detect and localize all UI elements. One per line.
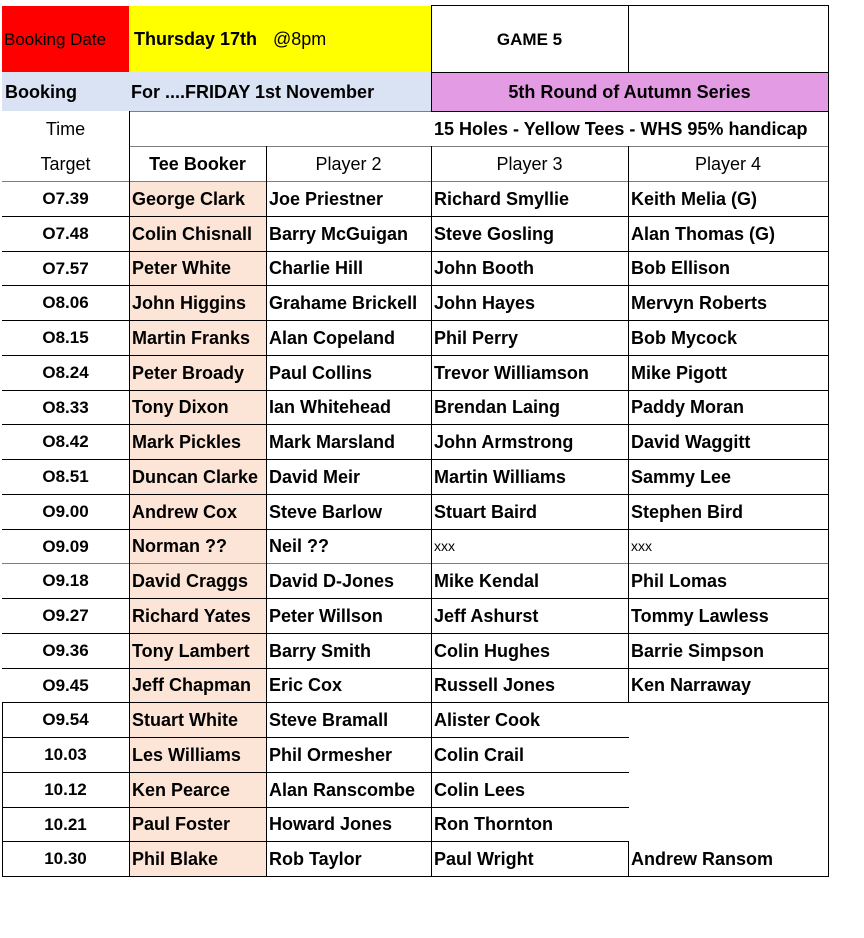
cell-tee-booker: Jeff Chapman: [129, 668, 266, 702]
grid-line: [2, 529, 829, 530]
grid-line: [431, 146, 432, 181]
cell-tee-booker: Martin Franks: [129, 320, 266, 355]
booking-time: @8pm: [266, 6, 431, 72]
cell-player4: Alan Thomas (G): [631, 223, 776, 244]
grid-line: [129, 111, 431, 112]
cell-player3: Trevor Williamson: [434, 362, 589, 383]
grid-line: [2, 355, 829, 356]
grid-line: [2, 563, 629, 564]
cell-tee-booker: Les Williams: [129, 737, 266, 772]
cell-player3: John Booth: [434, 258, 534, 278]
cell-player2: David Meir: [269, 466, 361, 487]
grid-line: [2, 320, 829, 321]
col-header-tee-booker: Tee Booker: [149, 153, 246, 174]
cell-player4: Paddy Moran: [631, 397, 745, 417]
cell-player3: Richard Smyllie: [434, 188, 570, 209]
cell-player4: Barrie Simpson: [631, 640, 765, 661]
grid-line: [431, 181, 432, 876]
grid-line: [2, 633, 829, 634]
target-label: Target: [40, 153, 91, 174]
grid-line: [431, 5, 829, 6]
grid-line: [2, 807, 629, 808]
cell-player3: Paul Wright: [434, 848, 534, 869]
cell-player4: Mervyn Roberts: [631, 292, 768, 313]
cell-time: O8.06: [42, 293, 89, 312]
grid-line: [2, 841, 629, 842]
grid-line: [2, 772, 629, 773]
cell-player3: Brendan Laing: [434, 397, 561, 417]
cell-player4: xxx: [631, 538, 652, 554]
cell-time: O9.36: [42, 641, 89, 660]
cell-tee-booker: Stuart White: [129, 702, 266, 737]
cell-time: O9.00: [42, 502, 89, 521]
cell-tee-booker: Colin Chisnall: [129, 216, 266, 251]
cell-tee-booker: Andrew Cox: [129, 494, 266, 529]
booking-date-value: Thursday 17th: [129, 6, 266, 72]
cell-player3: Alister Cook: [434, 709, 541, 730]
cell-player2: Rob Taylor: [269, 848, 362, 869]
grid-line: [129, 181, 130, 876]
cell-time: O8.33: [42, 397, 89, 417]
grid-line: [2, 668, 829, 669]
grid-line: [266, 181, 267, 876]
cell-time: O8.24: [42, 363, 89, 382]
grid-line: [828, 181, 829, 702]
grid-line: [2, 598, 829, 599]
cell-time: O8.15: [42, 328, 89, 347]
grid-line: [2, 181, 829, 182]
game-empty-cell: [628, 6, 828, 72]
grid-line: [628, 563, 629, 702]
cell-tee-booker: Mark Pickles: [129, 424, 266, 459]
cell-player3: John Hayes: [434, 292, 536, 313]
cell-player2: Paul Collins: [269, 362, 373, 383]
format-label: 15 Holes - Yellow Tees - WHS 95% handicap: [434, 118, 808, 139]
grid-line: [431, 72, 829, 73]
cell-player2: Alan Ranscombe: [269, 779, 416, 800]
cell-time: 10.12: [44, 780, 87, 799]
cell-player4: [628, 702, 828, 737]
grid-line: [2, 424, 829, 425]
cell-time: O9.18: [42, 571, 89, 590]
cell-player4: Andrew Ransom: [631, 848, 774, 869]
cell-player2: Barry Smith: [269, 640, 372, 661]
cell-time: O8.42: [42, 432, 89, 451]
cell-player2: Peter Willson: [269, 605, 383, 626]
cell-player4: Mike Pigott: [631, 362, 728, 383]
cell-player4: Stephen Bird: [631, 501, 744, 522]
cell-time: O9.45: [42, 675, 89, 695]
grid-line: [129, 146, 829, 147]
grid-line: [628, 563, 828, 564]
cell-tee-booker: Peter Broady: [129, 355, 266, 390]
grid-line: [129, 111, 130, 181]
cell-player3: Phil Perry: [434, 327, 519, 348]
cell-tee-booker: Ken Pearce: [129, 772, 266, 807]
cell-player4: Keith Melia (G): [631, 188, 758, 209]
cell-tee-booker: Paul Foster: [129, 807, 266, 841]
grid-line: [628, 146, 629, 181]
grid-line: [628, 841, 629, 876]
grid-line: [628, 181, 629, 563]
col-header-player2: Player 2: [315, 153, 382, 174]
cell-time: O9.54: [42, 710, 89, 729]
cell-player3: John Armstrong: [434, 431, 574, 452]
cell-time: 10.03: [44, 745, 87, 764]
grid-line: [2, 251, 829, 252]
cell-player2: Alan Copeland: [269, 327, 396, 348]
grid-line: [2, 216, 829, 217]
booking-label: Booking: [2, 72, 129, 111]
cell-player3: xxx: [434, 538, 455, 554]
cell-player3: Stuart Baird: [434, 501, 538, 522]
grid-line: [431, 111, 829, 112]
cell-tee-booker: Richard Yates: [129, 598, 266, 633]
cell-player3: Martin Williams: [434, 466, 566, 487]
cell-player4: David Waggitt: [631, 431, 751, 452]
cell-player4: Ken Narraway: [631, 675, 752, 695]
cell-player3: Steve Gosling: [434, 223, 555, 244]
cell-player2: Grahame Brickell: [269, 292, 418, 313]
cell-player4: [628, 737, 828, 772]
cell-player2: Ian Whitehead: [269, 397, 392, 417]
cell-tee-booker: John Higgins: [129, 285, 266, 320]
game-number: GAME 5: [496, 29, 563, 49]
cell-tee-booker: Peter White: [129, 251, 266, 285]
round-label: 5th Round of Autumn Series: [431, 72, 828, 111]
cell-tee-booker: Norman ??: [129, 529, 266, 563]
cell-tee-booker: Tony Dixon: [129, 390, 266, 424]
cell-player4: [628, 772, 828, 807]
cell-time: O7.48: [42, 224, 89, 243]
grid-line: [2, 459, 829, 460]
cell-player3: Colin Crail: [434, 744, 525, 765]
grid-line: [2, 876, 829, 877]
grid-line: [2, 390, 829, 391]
cell-tee-booker: George Clark: [129, 181, 266, 216]
cell-time: 10.21: [44, 814, 87, 834]
booking-for: For ....FRIDAY 1st November: [129, 72, 431, 111]
cell-time: O9.09: [42, 536, 89, 556]
cell-tee-booker: Phil Blake: [129, 841, 266, 876]
grid-line: [2, 737, 629, 738]
cell-player3: Jeff Ashurst: [434, 605, 539, 626]
cell-player4: Bob Mycock: [631, 327, 738, 348]
cell-player4: Sammy Lee: [631, 466, 732, 487]
time-label: Time: [45, 118, 86, 139]
cell-player2: Howard Jones: [269, 814, 393, 834]
cell-player4: Phil Lomas: [631, 570, 728, 591]
cell-time: O7.57: [42, 258, 89, 278]
cell-player3: Ron Thornton: [434, 814, 553, 834]
cell-tee-booker: Tony Lambert: [129, 633, 266, 668]
grid-line: [2, 702, 829, 703]
cell-player3: Mike Kendal: [434, 570, 540, 591]
cell-player2: Mark Marsland: [269, 431, 396, 452]
col-header-player4: Player 4: [694, 153, 762, 174]
cell-time: O9.27: [42, 606, 89, 625]
cell-player2: Charlie Hill: [269, 258, 364, 278]
grid-line: [2, 494, 829, 495]
cell-tee-booker: David Craggs: [129, 563, 266, 598]
cell-player2: Eric Cox: [269, 675, 343, 695]
grid-line: [628, 5, 629, 73]
cell-player2: Steve Barlow: [269, 501, 383, 522]
col-header-player3: Player 3: [496, 153, 563, 174]
cell-player2: Neil ??: [269, 536, 330, 556]
cell-player3: Colin Hughes: [434, 640, 550, 661]
cell-time: O8.51: [42, 467, 89, 486]
cell-player3: Colin Lees: [434, 779, 526, 800]
cell-player4: Tommy Lawless: [631, 605, 769, 626]
cell-time: O7.39: [42, 189, 89, 208]
grid-line: [431, 5, 432, 111]
cell-player3: Russell Jones: [434, 675, 556, 695]
cell-player2: Joe Priestner: [269, 188, 384, 209]
cell-tee-booker: Duncan Clarke: [129, 459, 266, 494]
cell-player2: David D-Jones: [269, 570, 395, 591]
cell-time: 10.30: [44, 849, 87, 868]
cell-player2: Steve Bramall: [269, 709, 389, 730]
cell-player2: Phil Ormesher: [269, 744, 393, 765]
grid-line: [2, 285, 829, 286]
grid-line: [828, 841, 829, 876]
cell-player4: Bob Ellison: [631, 258, 730, 278]
booking-date-label: Booking Date: [2, 6, 129, 72]
grid-line: [2, 702, 3, 876]
cell-player2: Barry McGuigan: [269, 223, 409, 244]
grid-line: [266, 146, 267, 181]
cell-player4: [628, 807, 828, 841]
